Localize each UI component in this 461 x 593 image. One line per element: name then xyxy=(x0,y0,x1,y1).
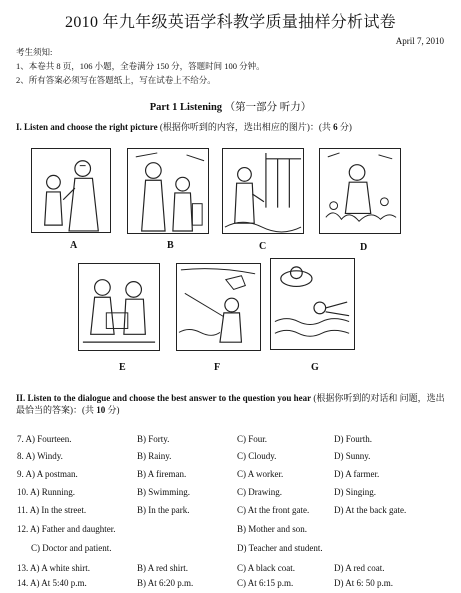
question-9-d: D) A farmer. xyxy=(334,469,380,479)
picture-d xyxy=(319,148,401,234)
picture-f xyxy=(176,263,261,351)
question-14-a: 14. A) At 5:40 p.m. xyxy=(17,578,87,588)
question-9-c: C) A worker. xyxy=(237,469,284,479)
section-2-title-en: Listen to the dialogue and choose the best answer to the question you hear xyxy=(27,393,312,403)
picture-a-label: A xyxy=(70,240,78,251)
part-title xyxy=(0,99,461,114)
exam-title: 2010 年九年级英语学科教学质量抽样分析试卷 xyxy=(65,14,396,31)
section-2-title-cn-2: 问题，选出最恰当的答案)：(共 xyxy=(16,393,445,415)
section-1-points-suffix: 分) xyxy=(339,122,352,132)
question-10-d: D) Singing. xyxy=(334,487,377,497)
question-12-c: C) Doctor and patient. xyxy=(31,543,112,553)
question-7-a: 7. A) Fourteen. xyxy=(17,434,72,444)
picture-e xyxy=(78,263,160,351)
picture-c-drawing xyxy=(223,149,303,233)
question-8-b: B) Rainy. xyxy=(137,451,172,461)
section-1-title xyxy=(16,121,352,133)
picture-c xyxy=(222,148,304,234)
picture-b xyxy=(127,148,209,234)
question-11-b: B) In the park. xyxy=(137,505,190,515)
question-11-d: D) At the back gate. xyxy=(334,505,407,515)
question-8-a: 8. A) Windy. xyxy=(17,451,63,461)
question-7-c: C) Four. xyxy=(237,434,268,444)
section-1-points: 6 xyxy=(333,122,338,132)
part-title-cn: （第一部分 听力） xyxy=(224,102,312,113)
question-13-a: 13. A) A white shirt. xyxy=(17,563,91,573)
picture-f-drawing xyxy=(177,264,260,350)
picture-e-label: E xyxy=(119,362,126,373)
question-10-c: C) Drawing. xyxy=(237,487,282,497)
picture-e-drawing xyxy=(79,264,159,350)
question-12-b: B) Mother and son. xyxy=(237,524,307,534)
picture-a xyxy=(31,148,111,233)
section-1-title-en: Listen and choose the right picture xyxy=(24,122,158,132)
picture-b-drawing xyxy=(128,149,208,233)
question-13-d: D) A red coat. xyxy=(334,563,385,573)
notes-heading: 考生须知: xyxy=(16,47,53,57)
question-11-c: C) At the front gate. xyxy=(237,505,310,515)
exam-date: April 7, 2010 xyxy=(395,36,444,46)
question-13-b: B) A red shirt. xyxy=(137,563,188,573)
question-9-b: B) A fireman. xyxy=(137,469,187,479)
section-2-number: II. xyxy=(16,393,26,403)
question-12-a: 12. A) Father and daughter. xyxy=(17,524,116,534)
question-10-b: B) Swimming. xyxy=(137,487,191,497)
picture-f-label: F xyxy=(214,362,221,373)
picture-c-label: C xyxy=(259,241,267,252)
question-12-d: D) Teacher and student. xyxy=(237,543,323,553)
picture-a-drawing xyxy=(32,149,110,232)
question-8-c: C) Cloudy. xyxy=(237,451,277,461)
part-title-en: Part 1 Listening xyxy=(149,102,223,113)
section-2-title xyxy=(16,392,451,416)
question-9-a: 9. A) A postman. xyxy=(17,469,78,479)
note-2: 2、所有答案必须写在答题纸上，写在试卷上不给分。 xyxy=(16,75,216,85)
question-8-d: D) Sunny. xyxy=(334,451,371,461)
question-10-a: 10. A) Running. xyxy=(17,487,76,497)
section-1-title-cn: (根据你听到的内容，选出相应的图片)：(共 xyxy=(159,122,331,132)
section-2-points-suffix: 分) xyxy=(107,405,120,415)
question-14-b: B) At 6:20 p.m. xyxy=(137,578,194,588)
question-13-c: C) A black coat. xyxy=(237,563,295,573)
section-2-points: 10 xyxy=(96,405,106,415)
note-1: 1、本卷共 8 页，106 小题，全卷满分 150 分，答题时间 100 分钟。 xyxy=(16,61,265,71)
picture-g-label: G xyxy=(311,362,319,373)
picture-d-label: D xyxy=(360,242,368,253)
question-7-b: B) Forty. xyxy=(137,434,170,444)
picture-b-label: B xyxy=(167,240,174,251)
picture-g-drawing xyxy=(271,259,354,349)
question-7-d: D) Fourth. xyxy=(334,434,372,444)
question-14-d: D) At 6: 50 p.m. xyxy=(334,578,394,588)
picture-d-drawing xyxy=(320,149,400,233)
picture-g xyxy=(270,258,355,350)
section-1-number: I. xyxy=(16,122,22,132)
section-2-title-cn-1: (根据你听到的对话和 xyxy=(313,393,398,403)
question-11-a: 11. A) In the street. xyxy=(17,505,87,515)
question-14-c: C) At 6:15 p.m. xyxy=(237,578,294,588)
